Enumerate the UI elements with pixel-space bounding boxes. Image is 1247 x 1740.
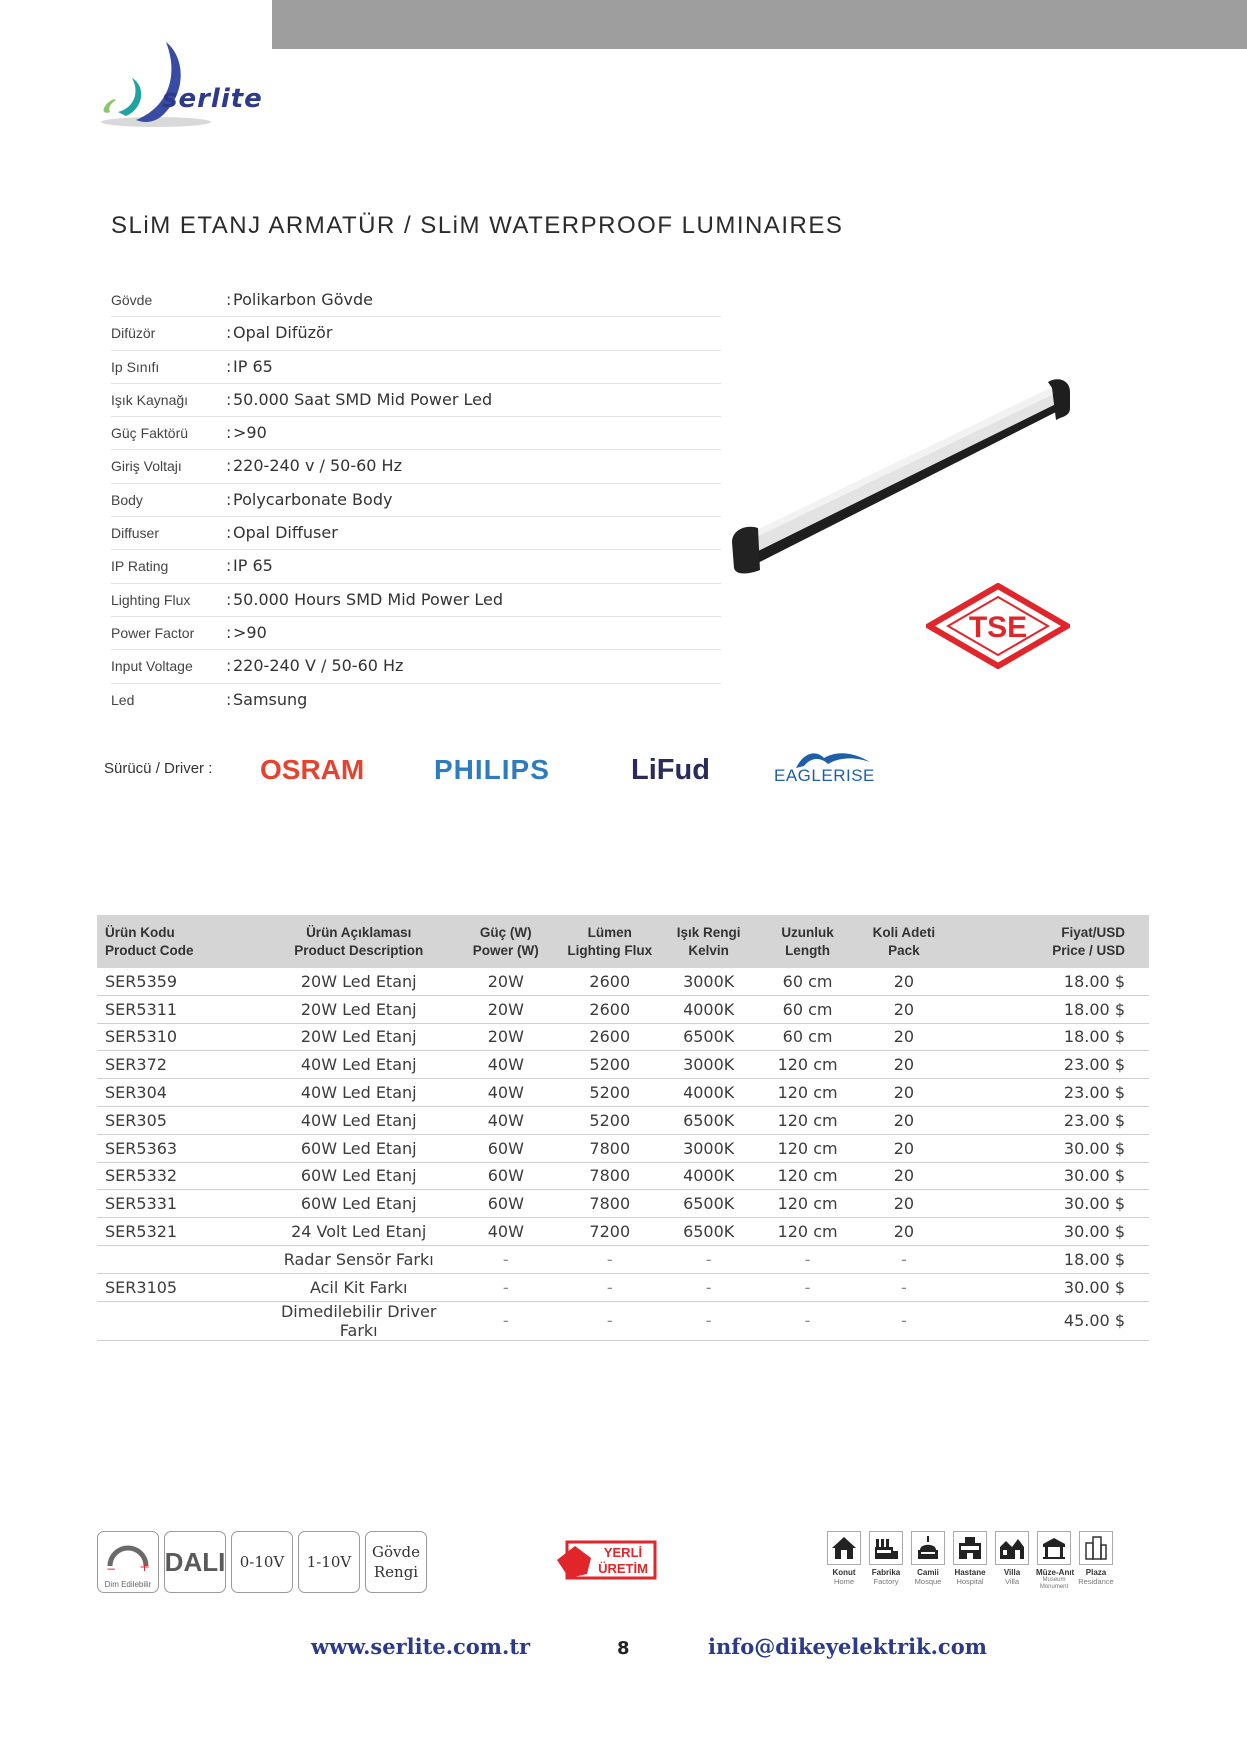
table-cell: - bbox=[759, 1301, 855, 1340]
spec-value: 50.000 Hours SMD Mid Power Led bbox=[233, 589, 503, 609]
dim-plus: + bbox=[139, 1560, 150, 1575]
tse-certification-logo bbox=[926, 583, 1070, 669]
table-cell: 18.00 $ bbox=[952, 1245, 1149, 1273]
table-cell: 23.00 $ bbox=[952, 1051, 1149, 1079]
header-tr: Işık Rengi bbox=[676, 924, 741, 940]
application-label-en: Home bbox=[833, 1577, 854, 1586]
table-cell: 60W Led Etanj bbox=[267, 1134, 450, 1162]
table-cell: SER304 bbox=[97, 1079, 267, 1107]
application-label-tr: Plaza bbox=[1085, 1568, 1107, 1577]
table-cell: Radar Sensör Farkı bbox=[267, 1245, 450, 1273]
table-cell: SER5311 bbox=[97, 995, 267, 1023]
header-tr: Ürün Açıklaması bbox=[306, 924, 412, 940]
spec-row bbox=[111, 384, 721, 417]
table-row bbox=[97, 1218, 1149, 1246]
table-cell: 2600 bbox=[562, 968, 658, 995]
spec-label: Işık Kaynağı bbox=[111, 391, 189, 408]
table-cell: 60W bbox=[450, 1162, 562, 1190]
table-row bbox=[97, 1051, 1149, 1079]
table-cell: 5200 bbox=[562, 1051, 658, 1079]
spec-label: Power Factor bbox=[111, 624, 195, 641]
table-cell: - bbox=[759, 1245, 855, 1273]
header-en: Length bbox=[785, 942, 831, 958]
table-cell: 60 cm bbox=[759, 1023, 855, 1051]
spec-colon: : bbox=[226, 423, 232, 443]
spec-row bbox=[111, 650, 721, 683]
plaza-icon bbox=[1079, 1531, 1113, 1565]
table-row bbox=[97, 1273, 1149, 1301]
table-cell: 4000K bbox=[658, 995, 759, 1023]
application-label-en: Museum Monument bbox=[1039, 1577, 1069, 1590]
brand-name: serlite bbox=[162, 84, 263, 114]
factory-icon bbox=[869, 1531, 903, 1565]
spec-label: Led bbox=[111, 691, 135, 708]
spec-colon: : bbox=[226, 290, 232, 309]
spec-value: IP 65 bbox=[233, 356, 273, 376]
spec-colon: : bbox=[226, 622, 232, 642]
table-cell: 7200 bbox=[562, 1218, 658, 1246]
table-cell: 40W Led Etanj bbox=[267, 1051, 450, 1079]
price-table bbox=[97, 915, 1149, 1341]
villa-icon bbox=[995, 1531, 1029, 1565]
application-label-tr: Villa bbox=[1003, 1568, 1021, 1577]
table-row bbox=[97, 1245, 1149, 1273]
application-label-tr: Fabrika bbox=[871, 1568, 901, 1577]
spec-colon: : bbox=[226, 323, 232, 343]
header-en: Lighting Flux bbox=[567, 942, 653, 958]
table-cell: 60W Led Etanj bbox=[267, 1190, 450, 1218]
table-cell: 120 cm bbox=[759, 1079, 855, 1107]
table-cell: 30.00 $ bbox=[952, 1273, 1149, 1301]
table-cell: 7800 bbox=[562, 1162, 658, 1190]
spec-row bbox=[111, 317, 721, 350]
application-areas bbox=[826, 1531, 1126, 1597]
column-header bbox=[856, 915, 952, 968]
table-cell: - bbox=[562, 1245, 658, 1273]
table-cell: - bbox=[856, 1245, 952, 1273]
driver-label: Sürücü / Driver : bbox=[104, 760, 213, 777]
application-hospital bbox=[952, 1531, 988, 1586]
table-cell: Acil Kit Farkı bbox=[267, 1273, 450, 1301]
spec-row bbox=[111, 417, 721, 450]
table-cell: - bbox=[658, 1245, 759, 1273]
table-cell: 20W bbox=[450, 1023, 562, 1051]
table-cell: 18.00 $ bbox=[952, 1023, 1149, 1051]
column-header bbox=[952, 915, 1149, 968]
table-cell: 30.00 $ bbox=[952, 1218, 1149, 1246]
table-cell: 2600 bbox=[562, 995, 658, 1023]
spec-label: Diffuser bbox=[111, 525, 159, 542]
table-cell: SER5332 bbox=[97, 1162, 267, 1190]
lifud-logo: LiFud bbox=[631, 754, 710, 786]
header-tr: Fiyat/USD bbox=[1061, 924, 1125, 940]
header-tr: Koli Adeti bbox=[872, 924, 936, 940]
application-label-en: Residance bbox=[1078, 1577, 1114, 1586]
table-cell: 18.00 $ bbox=[952, 995, 1149, 1023]
column-header bbox=[759, 915, 855, 968]
dali-badge: DALI bbox=[164, 1531, 226, 1593]
table-cell: 24 Volt Led Etanj bbox=[267, 1218, 450, 1246]
table-cell: - bbox=[450, 1245, 562, 1273]
body-color-line1: Gövde bbox=[372, 1543, 420, 1561]
serlite-logo bbox=[96, 38, 266, 130]
dimmable-badge bbox=[97, 1531, 159, 1593]
table-cell: SER5310 bbox=[97, 1023, 267, 1051]
table-cell: 45.00 $ bbox=[952, 1301, 1149, 1340]
0-10v-badge: 0-10V bbox=[231, 1531, 293, 1593]
application-museum bbox=[1036, 1531, 1075, 1591]
spec-value: Polycarbonate Body bbox=[233, 489, 393, 509]
table-cell: 3000K bbox=[658, 968, 759, 995]
spec-row bbox=[111, 617, 721, 650]
header-tr: Güç (W) bbox=[479, 924, 532, 940]
application-factory bbox=[868, 1531, 904, 1586]
spec-label: IP Rating bbox=[111, 558, 169, 575]
column-header bbox=[97, 915, 267, 968]
table-cell: 20W bbox=[450, 995, 562, 1023]
table-cell: Dimedilebilir Driver Farkı bbox=[267, 1301, 450, 1340]
table-cell: 4000K bbox=[658, 1079, 759, 1107]
table-cell: 2600 bbox=[562, 1023, 658, 1051]
email-link[interactable]: info@dikeyelektrik.com bbox=[708, 1634, 987, 1659]
page-title: SLiM ETANJ ARMATÜR / SLiM WATERPROOF LUMINAIRES bbox=[111, 212, 844, 239]
table-row bbox=[97, 1190, 1149, 1218]
table-cell: 5200 bbox=[562, 1079, 658, 1107]
table-cell: 120 cm bbox=[759, 1190, 855, 1218]
spec-row bbox=[111, 684, 721, 717]
spec-colon: : bbox=[226, 489, 232, 509]
table-cell: 23.00 $ bbox=[952, 1079, 1149, 1107]
table-cell: SER5363 bbox=[97, 1134, 267, 1162]
dim-label: Dim Edilebilir bbox=[104, 1580, 152, 1589]
table-cell: - bbox=[759, 1273, 855, 1301]
spec-value: >90 bbox=[233, 622, 267, 642]
header-en: Pack bbox=[888, 942, 920, 958]
body-color-line2: Rengi bbox=[373, 1563, 419, 1581]
header-tr: Ürün Kodu bbox=[105, 924, 175, 940]
header-bar bbox=[272, 0, 1247, 49]
header-en: Product Description bbox=[294, 942, 424, 958]
column-header bbox=[450, 915, 562, 968]
table-row bbox=[97, 1023, 1149, 1051]
spec-colon: : bbox=[226, 656, 232, 676]
spec-colon: : bbox=[226, 556, 232, 576]
tse-text: TSE bbox=[968, 611, 1028, 644]
table-cell: 40W bbox=[450, 1079, 562, 1107]
table-cell: 20W Led Etanj bbox=[267, 1023, 450, 1051]
spec-row bbox=[111, 351, 721, 384]
product-image bbox=[730, 378, 1082, 600]
spec-list bbox=[111, 284, 721, 717]
spec-value: IP 65 bbox=[233, 556, 273, 576]
application-label-tr: Hastane bbox=[954, 1568, 986, 1577]
table-cell: 20 bbox=[856, 995, 952, 1023]
table-cell: 30.00 $ bbox=[952, 1134, 1149, 1162]
table-cell: SER3105 bbox=[97, 1273, 267, 1301]
header-tr: Lümen bbox=[587, 924, 632, 940]
table-cell: - bbox=[562, 1273, 658, 1301]
spec-value: Opal Diffuser bbox=[233, 523, 338, 543]
table-cell: - bbox=[658, 1273, 759, 1301]
table-cell: 20 bbox=[856, 1079, 952, 1107]
table-cell: 3000K bbox=[658, 1051, 759, 1079]
table-cell: 20 bbox=[856, 1106, 952, 1134]
spec-label: Güç Faktörü bbox=[111, 425, 189, 442]
spec-colon: : bbox=[226, 689, 232, 709]
table-cell: 120 cm bbox=[759, 1134, 855, 1162]
spec-row bbox=[111, 517, 721, 550]
page-number: 8 bbox=[617, 1638, 630, 1659]
local-production-logo bbox=[557, 1540, 657, 1580]
philips-logo: PHILIPS bbox=[434, 754, 550, 785]
table-cell: 7800 bbox=[562, 1190, 658, 1218]
table-cell: 6500K bbox=[658, 1218, 759, 1246]
spec-value: 220-240 v / 50-60 Hz bbox=[233, 456, 402, 476]
table-cell: 120 cm bbox=[759, 1051, 855, 1079]
table-cell: 60W bbox=[450, 1134, 562, 1162]
table-cell: 20W Led Etanj bbox=[267, 995, 450, 1023]
table-cell: 3000K bbox=[658, 1134, 759, 1162]
spec-colon: : bbox=[226, 456, 232, 476]
table-cell: 60 cm bbox=[759, 995, 855, 1023]
table-cell: 20 bbox=[856, 1023, 952, 1051]
eaglerise-logo: EAGLERISE bbox=[774, 766, 875, 785]
table-row bbox=[97, 1079, 1149, 1107]
table-cell: 6500K bbox=[658, 1106, 759, 1134]
spec-value: Samsung bbox=[233, 689, 308, 709]
spec-value: 50.000 Saat SMD Mid Power Led bbox=[233, 389, 493, 409]
spec-colon: : bbox=[226, 523, 232, 543]
table-cell: 30.00 $ bbox=[952, 1162, 1149, 1190]
table-row bbox=[97, 968, 1149, 995]
spec-colon: : bbox=[226, 356, 232, 376]
table-cell: 20 bbox=[856, 1190, 952, 1218]
table-cell: 20 bbox=[856, 968, 952, 995]
handshake-icon bbox=[557, 1546, 591, 1578]
spec-value: Polikarbon Gövde bbox=[233, 290, 373, 309]
spec-value: 220-240 V / 50-60 Hz bbox=[233, 656, 404, 676]
yerli-text: YERLİ bbox=[603, 1545, 643, 1560]
header-en: Price / USD bbox=[1052, 942, 1125, 958]
table-row bbox=[97, 1134, 1149, 1162]
mosque-icon bbox=[911, 1531, 945, 1565]
museum-icon bbox=[1037, 1531, 1071, 1565]
table-cell: - bbox=[658, 1301, 759, 1340]
spec-label: Giriş Voltajı bbox=[111, 458, 182, 475]
application-label-tr: Camii bbox=[917, 1568, 939, 1577]
header-en: Product Code bbox=[105, 942, 194, 958]
application-label-en: Factory bbox=[873, 1577, 899, 1586]
table-cell: - bbox=[856, 1273, 952, 1301]
house-icon bbox=[827, 1531, 861, 1565]
spec-row bbox=[111, 284, 721, 317]
table-cell: 20W Led Etanj bbox=[267, 968, 450, 995]
table-row bbox=[97, 1106, 1149, 1134]
table-cell: 5200 bbox=[562, 1106, 658, 1134]
spec-value: Opal Difüzör bbox=[233, 323, 333, 343]
spec-label: Ip Sınıfı bbox=[111, 358, 160, 375]
body-color-badge bbox=[365, 1531, 427, 1593]
table-cell: SER305 bbox=[97, 1106, 267, 1134]
table-cell: 18.00 $ bbox=[952, 968, 1149, 995]
table-cell: 40W bbox=[450, 1106, 562, 1134]
driver-brands bbox=[104, 752, 904, 792]
spec-row bbox=[111, 484, 721, 517]
column-header bbox=[658, 915, 759, 968]
spec-row bbox=[111, 584, 721, 617]
table-cell: 20 bbox=[856, 1162, 952, 1190]
1-10v-badge: 1-10V bbox=[298, 1531, 360, 1593]
table-cell: 60W Led Etanj bbox=[267, 1162, 450, 1190]
table-cell: 40W bbox=[450, 1218, 562, 1246]
application-label-tr: Müze-Anıt bbox=[1036, 1568, 1075, 1577]
spec-label: Lighting Flux bbox=[111, 591, 191, 608]
header-tr: Uzunluk bbox=[781, 924, 834, 940]
table-cell: - bbox=[562, 1301, 658, 1340]
table-row bbox=[97, 995, 1149, 1023]
table-row bbox=[97, 1301, 1149, 1340]
website-link[interactable]: www.serlite.com.tr bbox=[311, 1634, 531, 1659]
application-label-en: Hospital bbox=[956, 1577, 984, 1586]
table-cell: SER5359 bbox=[97, 968, 267, 995]
spec-label: Difüzör bbox=[111, 325, 156, 342]
table-cell: 120 cm bbox=[759, 1162, 855, 1190]
application-label-en: Mosque bbox=[914, 1577, 942, 1586]
table-cell: 40W Led Etanj bbox=[267, 1079, 450, 1107]
table-cell: 30.00 $ bbox=[952, 1190, 1149, 1218]
spec-row bbox=[111, 450, 721, 483]
table-cell bbox=[97, 1245, 267, 1273]
table-cell: 7800 bbox=[562, 1134, 658, 1162]
application-mosque bbox=[910, 1531, 946, 1586]
table-cell: - bbox=[450, 1273, 562, 1301]
application-home bbox=[826, 1531, 862, 1586]
table-cell: 60 cm bbox=[759, 968, 855, 995]
table-cell: 120 cm bbox=[759, 1106, 855, 1134]
uretim-text: ÜRETİM bbox=[598, 1561, 648, 1576]
osram-logo: OSRAM bbox=[260, 754, 365, 785]
table-cell: 40W bbox=[450, 1051, 562, 1079]
table-cell: 60W bbox=[450, 1190, 562, 1218]
table-cell: 20 bbox=[856, 1218, 952, 1246]
table-cell: - bbox=[450, 1301, 562, 1340]
table-cell: SER5331 bbox=[97, 1190, 267, 1218]
table-cell: 6500K bbox=[658, 1190, 759, 1218]
application-villa bbox=[994, 1531, 1030, 1586]
table-cell: 40W Led Etanj bbox=[267, 1106, 450, 1134]
column-header bbox=[267, 915, 450, 968]
table-row bbox=[97, 1162, 1149, 1190]
table-cell bbox=[97, 1301, 267, 1340]
table-cell: - bbox=[856, 1301, 952, 1340]
header-en: Power (W) bbox=[472, 942, 539, 958]
table-cell: SER5321 bbox=[97, 1218, 267, 1246]
table-header-row bbox=[97, 915, 1149, 968]
table-cell: 23.00 $ bbox=[952, 1106, 1149, 1134]
spec-value: >90 bbox=[233, 423, 267, 443]
table-cell: 20 bbox=[856, 1051, 952, 1079]
hospital-icon bbox=[953, 1531, 987, 1565]
spec-row bbox=[111, 550, 721, 583]
column-header bbox=[562, 915, 658, 968]
table-cell: 20W bbox=[450, 968, 562, 995]
spec-label: Input Voltage bbox=[111, 658, 193, 675]
table-cell: 120 cm bbox=[759, 1218, 855, 1246]
spec-label: Gövde bbox=[111, 292, 153, 308]
application-label-en: Villa bbox=[1004, 1577, 1020, 1586]
application-label-tr: Konut bbox=[832, 1568, 856, 1577]
application-residance bbox=[1078, 1531, 1114, 1586]
table-cell: SER372 bbox=[97, 1051, 267, 1079]
table-cell: 20 bbox=[856, 1134, 952, 1162]
table-cell: 4000K bbox=[658, 1162, 759, 1190]
dim-minus: − bbox=[106, 1562, 117, 1576]
table-cell: 6500K bbox=[658, 1023, 759, 1051]
spec-label: Body bbox=[111, 491, 143, 508]
spec-colon: : bbox=[226, 389, 232, 409]
spec-colon: : bbox=[226, 589, 232, 609]
header-en: Kelvin bbox=[688, 942, 729, 958]
